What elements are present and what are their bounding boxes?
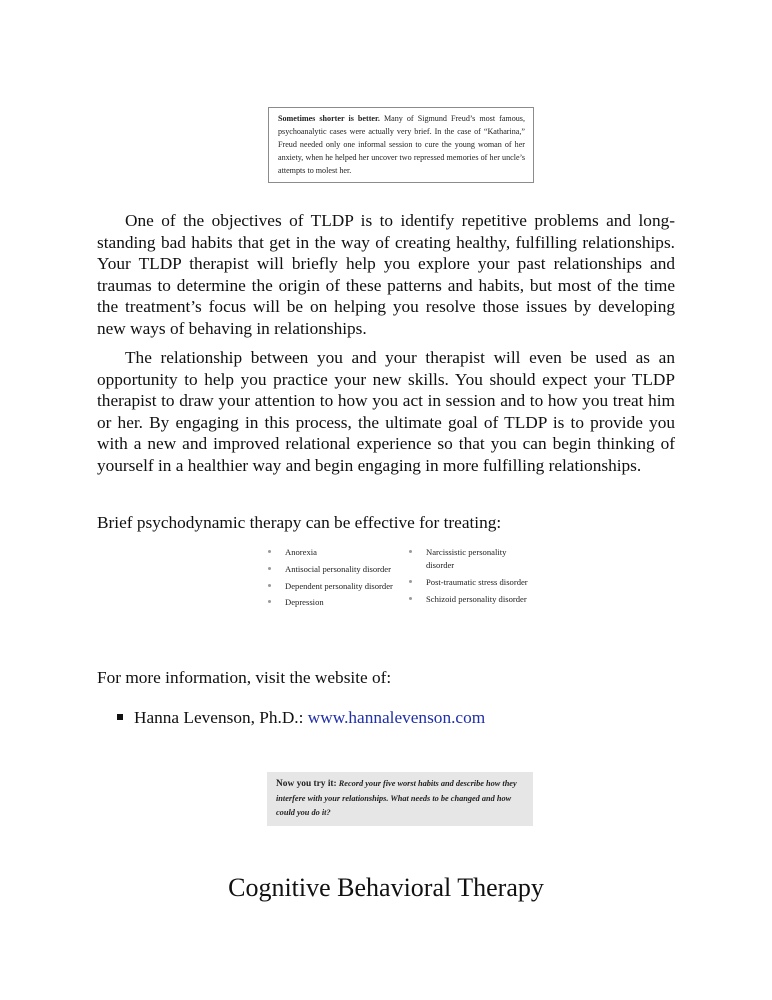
list-item: Anorexia bbox=[268, 546, 400, 559]
callout-text: Many of Sigmund Freud’s most famous, psychoanalytic cases were actually very brief. In the case of “Katharina,” Freud needed only one informal session to cure the young woman of her anxiety, when he helped her uncover two repressed memories of her uncle’s attempts to molest her. bbox=[278, 114, 525, 175]
paragraph-therapist-relationship: The relationship between you and your therapist will even be used as an opportunity to help you practice your new skills. You should expect your TLDP therapist to draw your attention to how you act in session and to how you treat him or her. By engaging in this process, the ultimate goal of TLDP is to provide you with a new and improved relational experience so that you can begin thinking of yourself in a healthier way and begin engaging in more fulfilling relationships. bbox=[97, 348, 675, 475]
bullet-dot-icon bbox=[409, 550, 412, 553]
list-item: Narcissistic personality disorder bbox=[409, 546, 529, 572]
section-heading: Cognitive Behavioral Therapy bbox=[228, 873, 544, 902]
try-it-box bbox=[267, 772, 533, 826]
list-item: Dependent personality disorder bbox=[268, 580, 400, 593]
square-bullet-icon bbox=[117, 714, 123, 720]
freud-callout-box bbox=[268, 107, 534, 183]
bullet-dot-icon bbox=[268, 567, 271, 570]
list-item: Depression bbox=[268, 596, 400, 609]
paragraph-effective-for: Brief psychodynamic therapy can be effective for treating: bbox=[97, 513, 502, 532]
conditions-column-right bbox=[409, 546, 529, 610]
paragraph-tldp-objectives: One of the objectives of TLDP is to identify repetitive problems and long-standing bad habits that get in the way of creating healthy, fulfilling relationships. Your TLDP therapist will briefly help you explore your past relationships and traumas to determine the origin of these patterns and habits, but most of the time the treatment’s focus will be on helping you resolve those issues by developing new ways of behaving in relationships. bbox=[97, 211, 675, 338]
callout-lead: Sometimes shorter is better. bbox=[278, 114, 380, 123]
bullet-dot-icon bbox=[268, 600, 271, 603]
resource-name: Hanna Levenson, Ph.D.: bbox=[134, 708, 308, 727]
conditions-column-left bbox=[268, 546, 400, 613]
list-item: Schizoid personality disorder bbox=[409, 593, 529, 606]
try-it-text: Record your five worst habits and describe how they interfere with your relationships. What needs to be changed and how could you do it? bbox=[276, 779, 517, 817]
bullet-dot-icon bbox=[409, 597, 412, 600]
list-item: Post-traumatic stress disorder bbox=[409, 576, 529, 589]
bullet-dot-icon bbox=[268, 550, 271, 553]
list-item: Antisocial personality disorder bbox=[268, 563, 400, 576]
website-link[interactable]: www.hannalevenson.com bbox=[307, 708, 486, 727]
bullet-dot-icon bbox=[268, 584, 271, 587]
conditions-list bbox=[268, 546, 528, 640]
paragraph-more-info: For more information, visit the website of: bbox=[97, 668, 392, 687]
bullet-dot-icon bbox=[409, 580, 412, 583]
resource-list-item bbox=[117, 707, 617, 729]
try-it-lead: Now you try it: bbox=[276, 779, 337, 789]
